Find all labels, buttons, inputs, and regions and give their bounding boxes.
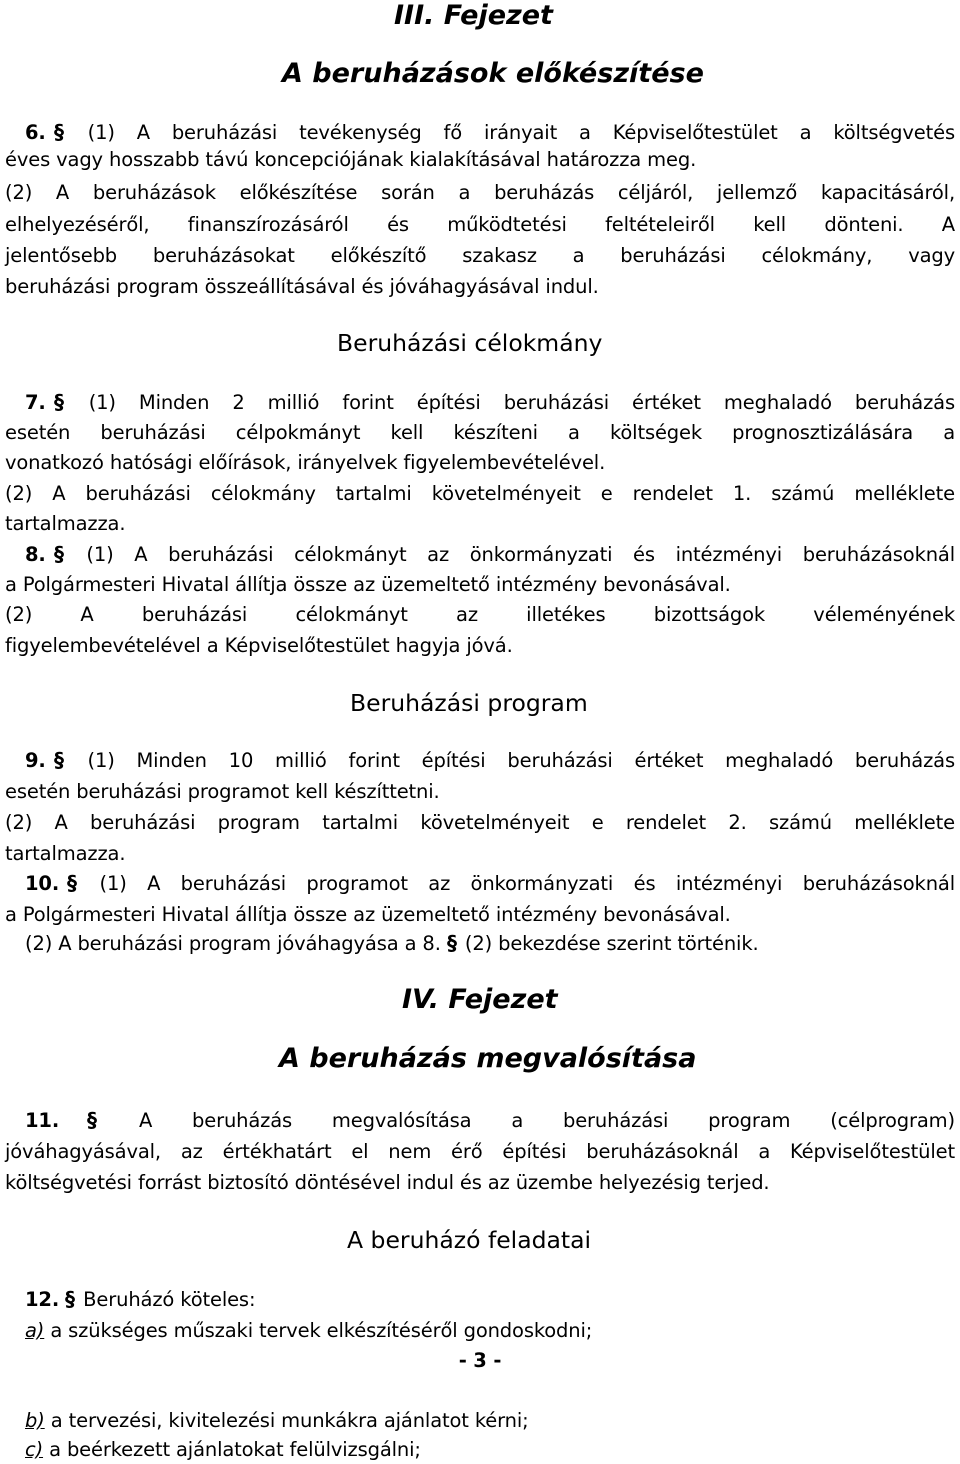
text: (2) bekezdése szerint történik. — [464, 932, 759, 955]
paragraph-7-line-5: tartalmazza. — [5, 512, 126, 535]
text: A beruházás megvalósítása a beruházási program (célprogram) — [138, 1109, 955, 1132]
paragraph-8-line-2: a Polgármesteri Hivatal állítja össze az üzemeltető intézmény bevonásával. — [5, 573, 731, 596]
chapter-title: IV. Fejezet — [402, 984, 558, 1015]
svg-text:§: § — [53, 121, 64, 143]
chapter-subtitle: A beruházás megvalósítása — [279, 1043, 697, 1074]
text: (1) Minden 2 millió forint építési beruházási értéket meghaladó beruházás — [88, 391, 955, 414]
section-sign-icon — [447, 932, 459, 954]
paragraph-11-line-3: költségvetési forrást biztosító döntésével indul és az üzembe helyezésig terjed. — [5, 1171, 770, 1194]
paragraph-9-line-4: tartalmazza. — [5, 842, 126, 865]
section-heading: Beruházási célokmány — [337, 329, 603, 357]
paragraph-6-line-1 — [25, 120, 955, 146]
section-number: 11. — [25, 1109, 60, 1132]
list-label: b) — [25, 1409, 45, 1432]
paragraph-6-line-6: beruházási program összeállításával és jóváhagyásával indul. — [5, 275, 599, 298]
list-label: c) — [25, 1438, 44, 1461]
section-number: 9. — [25, 749, 46, 772]
paragraph-9-line-3: (2) A beruházási program tartalmi követelményeit e rendelet 2. számú melléklete — [5, 811, 955, 834]
section-sign-icon — [54, 749, 66, 771]
list-label: a) — [25, 1319, 45, 1342]
text: a szükséges műszaki tervek elkészítéséről gondoskodni; — [50, 1319, 593, 1342]
paragraph-9-line-2: esetén beruházási programot kell készíttetni. — [5, 780, 440, 803]
text: (2) A beruházási program jóváhagyása a 8. — [25, 932, 441, 955]
paragraph-11-line-1 — [25, 1108, 955, 1134]
page-number: - 3 - — [458, 1349, 502, 1372]
svg-text:§: § — [87, 1109, 97, 1131]
paragraph-8-line-4: figyelembevételével a Képviselőtestület hagyja jóvá. — [5, 634, 513, 657]
text: (1) Minden 10 millió forint építési beruházási értéket meghaladó beruházás — [87, 749, 955, 772]
section-number: 12. — [25, 1288, 60, 1311]
paragraph-10-line-2: a Polgármesteri Hivatal állítja össze az üzemeltető intézmény bevonásával. — [5, 903, 731, 926]
svg-text:§: § — [67, 872, 77, 894]
paragraph-7-line-1 — [25, 390, 955, 416]
section-sign-icon — [87, 1109, 99, 1131]
section-sign-icon — [54, 121, 66, 143]
section-number: 10. — [25, 872, 60, 895]
chapter-subtitle: A beruházások előkészítése — [282, 58, 704, 89]
section-sign-icon — [54, 391, 66, 413]
section-heading: Beruházási program — [350, 689, 588, 717]
paragraph-7-line-2: esetén beruházási célpokmányt kell készíteni a költségek prognosztizálására a — [5, 421, 955, 444]
paragraph-6-line-4: elhelyezéséről, finanszírozásáról és működtetési feltételeiről kell dönteni. A — [5, 213, 955, 236]
paragraph-10-line-3 — [25, 931, 955, 957]
section-heading: A beruházó feladatai — [347, 1226, 592, 1254]
paragraph-11-line-2: jóváhagyásával, az értékhatárt el nem érő építési beruházásoknál a Képviselőtestület — [5, 1140, 955, 1163]
section-sign-icon — [65, 1288, 77, 1310]
svg-text:§: § — [53, 543, 64, 565]
section-sign-icon — [67, 872, 79, 894]
section-number: 6. — [25, 121, 46, 144]
text: (1) A beruházási programot az önkormányzati és intézményi beruházásoknál — [99, 872, 955, 895]
svg-text:§: § — [53, 749, 64, 771]
section-sign-icon — [54, 543, 66, 565]
svg-text:§: § — [446, 932, 457, 954]
paragraph-9-line-1 — [25, 748, 955, 774]
text: a beérkezett ajánlatokat felülvizsgálni; — [49, 1438, 421, 1461]
paragraph-6-line-2: éves vagy hosszabb távú koncepciójának kialakításával határozza meg. — [5, 148, 697, 171]
paragraph-8-line-3: (2) A beruházási célokmányt az illetékes bizottságok véleményének — [5, 603, 955, 626]
list-item-b — [25, 1408, 955, 1434]
text: (1) A beruházási tevékenység fő irányait a Képviselőtestület a költségvetés — [87, 121, 955, 144]
list-item-c — [25, 1437, 955, 1463]
list-item-a — [25, 1318, 955, 1344]
paragraph-8-line-1 — [25, 542, 955, 568]
svg-text:§: § — [53, 391, 64, 413]
paragraph-7-line-4: (2) A beruházási célokmány tartalmi követelményeit e rendelet 1. számú melléklete — [5, 482, 955, 505]
text: (1) A beruházási célokmányt az önkormányzati és intézményi beruházásoknál — [86, 543, 955, 566]
svg-text:§: § — [65, 1288, 75, 1310]
paragraph-7-line-3: vonatkozó hatósági előírások, irányelvek figyelembevételével. — [5, 451, 606, 474]
section-number: 7. — [25, 391, 46, 414]
paragraph-10-line-1 — [25, 871, 955, 897]
section-number: 8. — [25, 543, 46, 566]
paragraph-12-intro — [25, 1287, 955, 1313]
paragraph-6-line-5: jelentősebb beruházásokat előkészítő szakasz a beruházási célokmány, vagy — [5, 244, 955, 267]
text: a tervezési, kivitelezési munkákra ajánlatot kérni; — [50, 1409, 529, 1432]
paragraph-6-line-3: (2) A beruházások előkészítése során a beruházás céljáról, jellemző kapacitásáról, — [5, 181, 955, 204]
chapter-title: III. Fejezet — [394, 0, 553, 31]
text: Beruházó köteles: — [83, 1288, 256, 1311]
